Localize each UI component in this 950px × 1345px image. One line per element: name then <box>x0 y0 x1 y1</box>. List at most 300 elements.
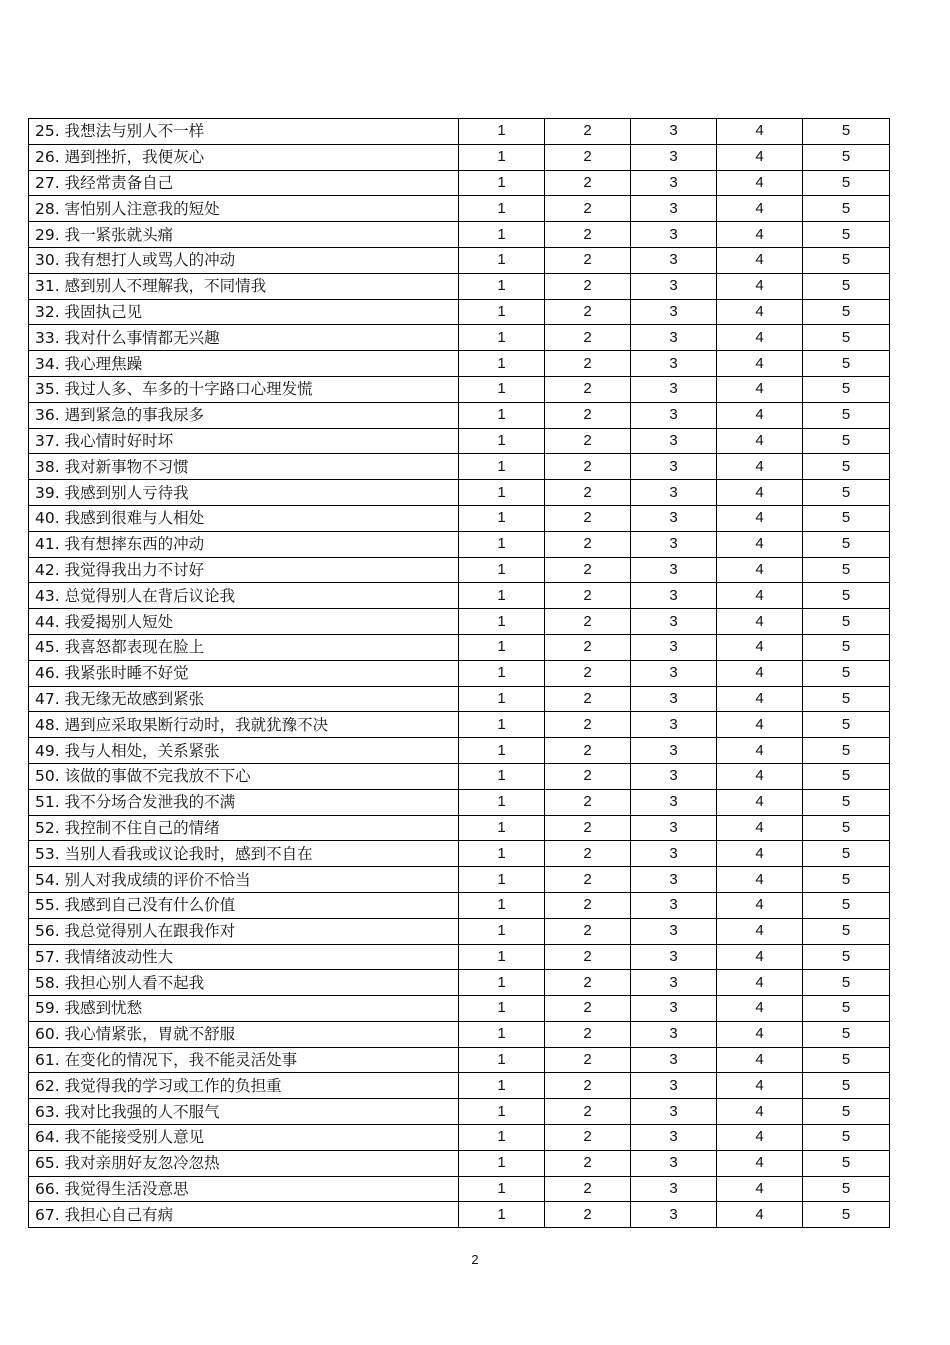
question-text: 55. 我感到自己没有什么价值 <box>29 892 459 918</box>
rating-option-5[interactable]: 5 <box>803 763 890 789</box>
rating-option-4[interactable]: 4 <box>717 1202 803 1228</box>
rating-option-3[interactable]: 3 <box>631 970 717 996</box>
question-text: 35. 我过人多、车多的十字路口心理发慌 <box>29 376 459 402</box>
rating-option-3[interactable]: 3 <box>631 918 717 944</box>
rating-option-5[interactable]: 5 <box>803 299 890 325</box>
rating-option-4[interactable]: 4 <box>717 505 803 531</box>
rating-option-2[interactable]: 2 <box>545 1021 631 1047</box>
question-row <box>29 634 890 660</box>
question-row <box>29 402 890 428</box>
question-row <box>29 170 890 196</box>
rating-option-3[interactable]: 3 <box>631 454 717 480</box>
rating-option-5[interactable]: 5 <box>803 944 890 970</box>
rating-option-4[interactable]: 4 <box>717 119 803 145</box>
rating-option-1[interactable]: 1 <box>459 351 545 377</box>
rating-option-4[interactable]: 4 <box>717 351 803 377</box>
rating-option-1[interactable]: 1 <box>459 1021 545 1047</box>
rating-option-4[interactable]: 4 <box>717 1047 803 1073</box>
rating-option-2[interactable]: 2 <box>545 996 631 1022</box>
rating-option-2[interactable]: 2 <box>545 428 631 454</box>
rating-option-3[interactable]: 3 <box>631 815 717 841</box>
rating-option-5[interactable]: 5 <box>803 1176 890 1202</box>
rating-option-2[interactable]: 2 <box>545 789 631 815</box>
rating-option-1[interactable]: 1 <box>459 196 545 222</box>
rating-option-4[interactable]: 4 <box>717 763 803 789</box>
rating-option-1[interactable]: 1 <box>459 144 545 170</box>
rating-option-2[interactable]: 2 <box>545 609 631 635</box>
question-row <box>29 660 890 686</box>
rating-option-1[interactable]: 1 <box>459 634 545 660</box>
rating-option-3[interactable]: 3 <box>631 660 717 686</box>
rating-option-5[interactable]: 5 <box>803 325 890 351</box>
rating-option-4[interactable]: 4 <box>717 376 803 402</box>
question-row <box>29 119 890 145</box>
question-row <box>29 944 890 970</box>
rating-option-4[interactable]: 4 <box>717 1021 803 1047</box>
rating-option-5[interactable]: 5 <box>803 1021 890 1047</box>
rating-option-3[interactable]: 3 <box>631 170 717 196</box>
rating-option-3[interactable]: 3 <box>631 376 717 402</box>
rating-option-5[interactable]: 5 <box>803 892 890 918</box>
question-row <box>29 1047 890 1073</box>
rating-option-1[interactable]: 1 <box>459 557 545 583</box>
rating-option-4[interactable]: 4 <box>717 970 803 996</box>
rating-option-1[interactable]: 1 <box>459 763 545 789</box>
question-row <box>29 454 890 480</box>
rating-option-2[interactable]: 2 <box>545 273 631 299</box>
question-text: 65. 我对亲朋好友忽冷忽热 <box>29 1150 459 1176</box>
rating-option-2[interactable]: 2 <box>545 763 631 789</box>
question-text: 42. 我觉得我出力不讨好 <box>29 557 459 583</box>
rating-option-2[interactable]: 2 <box>545 1125 631 1151</box>
question-row <box>29 273 890 299</box>
question-text: 53. 当别人看我或议论我时，感到不自在 <box>29 841 459 867</box>
rating-option-5[interactable]: 5 <box>803 144 890 170</box>
rating-option-1[interactable]: 1 <box>459 119 545 145</box>
question-text: 49. 我与人相处，关系紧张 <box>29 738 459 764</box>
rating-option-4[interactable]: 4 <box>717 789 803 815</box>
question-text: 32. 我固执己见 <box>29 299 459 325</box>
rating-option-3[interactable]: 3 <box>631 996 717 1022</box>
rating-option-3[interactable]: 3 <box>631 428 717 454</box>
rating-option-4[interactable]: 4 <box>717 634 803 660</box>
question-row <box>29 712 890 738</box>
rating-option-5[interactable]: 5 <box>803 1202 890 1228</box>
question-row <box>29 196 890 222</box>
rating-option-1[interactable]: 1 <box>459 815 545 841</box>
rating-option-3[interactable]: 3 <box>631 1047 717 1073</box>
rating-option-5[interactable]: 5 <box>803 273 890 299</box>
rating-option-1[interactable]: 1 <box>459 867 545 893</box>
question-row <box>29 222 890 248</box>
rating-option-2[interactable]: 2 <box>545 738 631 764</box>
question-text: 67. 我担心自己有病 <box>29 1202 459 1228</box>
question-row <box>29 918 890 944</box>
question-row <box>29 841 890 867</box>
rating-option-4[interactable]: 4 <box>717 299 803 325</box>
question-row <box>29 299 890 325</box>
question-row <box>29 1150 890 1176</box>
question-row <box>29 531 890 557</box>
rating-option-4[interactable]: 4 <box>717 480 803 506</box>
rating-option-3[interactable]: 3 <box>631 1099 717 1125</box>
question-text: 30. 我有想打人或骂人的冲动 <box>29 247 459 273</box>
question-text: 37. 我心情时好时坏 <box>29 428 459 454</box>
rating-option-3[interactable]: 3 <box>631 1073 717 1099</box>
question-text: 28. 害怕别人注意我的短处 <box>29 196 459 222</box>
rating-option-3[interactable]: 3 <box>631 222 717 248</box>
rating-option-5[interactable]: 5 <box>803 170 890 196</box>
rating-option-4[interactable]: 4 <box>717 841 803 867</box>
rating-option-5[interactable]: 5 <box>803 583 890 609</box>
rating-option-3[interactable]: 3 <box>631 531 717 557</box>
rating-option-4[interactable]: 4 <box>717 273 803 299</box>
rating-option-3[interactable]: 3 <box>631 325 717 351</box>
rating-option-5[interactable]: 5 <box>803 428 890 454</box>
rating-option-2[interactable]: 2 <box>545 1073 631 1099</box>
question-text: 45. 我喜怒都表现在脸上 <box>29 634 459 660</box>
question-text: 46. 我紧张时睡不好觉 <box>29 660 459 686</box>
rating-option-3[interactable]: 3 <box>631 119 717 145</box>
rating-option-3[interactable]: 3 <box>631 557 717 583</box>
rating-option-3[interactable]: 3 <box>631 634 717 660</box>
rating-option-1[interactable]: 1 <box>459 531 545 557</box>
page-number: 2 <box>471 1252 479 1267</box>
rating-option-4[interactable]: 4 <box>717 1073 803 1099</box>
rating-option-2[interactable]: 2 <box>545 402 631 428</box>
rating-option-3[interactable]: 3 <box>631 867 717 893</box>
rating-option-1[interactable]: 1 <box>459 170 545 196</box>
rating-option-1[interactable]: 1 <box>459 583 545 609</box>
question-text: 47. 我无缘无故感到紧张 <box>29 686 459 712</box>
rating-option-3[interactable]: 3 <box>631 686 717 712</box>
rating-option-2[interactable]: 2 <box>545 170 631 196</box>
rating-option-2[interactable]: 2 <box>545 841 631 867</box>
question-row <box>29 351 890 377</box>
rating-option-1[interactable]: 1 <box>459 454 545 480</box>
rating-option-2[interactable]: 2 <box>545 892 631 918</box>
rating-option-3[interactable]: 3 <box>631 738 717 764</box>
question-row <box>29 867 890 893</box>
rating-option-2[interactable]: 2 <box>545 480 631 506</box>
rating-option-1[interactable]: 1 <box>459 970 545 996</box>
rating-option-2[interactable]: 2 <box>545 634 631 660</box>
rating-option-5[interactable]: 5 <box>803 918 890 944</box>
rating-option-4[interactable]: 4 <box>717 1150 803 1176</box>
rating-option-1[interactable]: 1 <box>459 505 545 531</box>
question-text: 64. 我不能接受别人意见 <box>29 1125 459 1151</box>
rating-option-5[interactable]: 5 <box>803 712 890 738</box>
rating-option-1[interactable]: 1 <box>459 892 545 918</box>
rating-option-1[interactable]: 1 <box>459 609 545 635</box>
rating-option-3[interactable]: 3 <box>631 1150 717 1176</box>
rating-option-5[interactable]: 5 <box>803 1125 890 1151</box>
rating-option-3[interactable]: 3 <box>631 1021 717 1047</box>
rating-option-1[interactable]: 1 <box>459 660 545 686</box>
rating-option-1[interactable]: 1 <box>459 1047 545 1073</box>
rating-option-4[interactable]: 4 <box>717 867 803 893</box>
question-text: 41. 我有想摔东西的冲动 <box>29 531 459 557</box>
question-text: 38. 我对新事物不习惯 <box>29 454 459 480</box>
rating-option-4[interactable]: 4 <box>717 583 803 609</box>
question-row <box>29 789 890 815</box>
question-row <box>29 1021 890 1047</box>
rating-option-2[interactable]: 2 <box>545 505 631 531</box>
rating-option-1[interactable]: 1 <box>459 299 545 325</box>
question-row <box>29 609 890 635</box>
rating-option-2[interactable]: 2 <box>545 970 631 996</box>
question-text: 31. 感到别人不理解我，不同情我 <box>29 273 459 299</box>
question-text: 59. 我感到忧愁 <box>29 996 459 1022</box>
rating-option-2[interactable]: 2 <box>545 351 631 377</box>
rating-option-5[interactable]: 5 <box>803 789 890 815</box>
rating-option-5[interactable]: 5 <box>803 841 890 867</box>
rating-option-1[interactable]: 1 <box>459 273 545 299</box>
rating-option-3[interactable]: 3 <box>631 1202 717 1228</box>
question-text: 48. 遇到应采取果断行动时，我就犹豫不决 <box>29 712 459 738</box>
rating-option-3[interactable]: 3 <box>631 273 717 299</box>
question-row <box>29 1176 890 1202</box>
rating-option-1[interactable]: 1 <box>459 222 545 248</box>
rating-option-1[interactable]: 1 <box>459 1125 545 1151</box>
question-row <box>29 557 890 583</box>
rating-option-3[interactable]: 3 <box>631 247 717 273</box>
question-text: 52. 我控制不住自己的情绪 <box>29 815 459 841</box>
rating-option-5[interactable]: 5 <box>803 1150 890 1176</box>
rating-option-2[interactable]: 2 <box>545 196 631 222</box>
rating-option-5[interactable]: 5 <box>803 996 890 1022</box>
question-row <box>29 996 890 1022</box>
rating-option-5[interactable]: 5 <box>803 686 890 712</box>
rating-option-4[interactable]: 4 <box>717 712 803 738</box>
rating-option-1[interactable]: 1 <box>459 402 545 428</box>
rating-option-3[interactable]: 3 <box>631 1176 717 1202</box>
rating-option-1[interactable]: 1 <box>459 841 545 867</box>
rating-option-3[interactable]: 3 <box>631 583 717 609</box>
question-row <box>29 480 890 506</box>
rating-option-4[interactable]: 4 <box>717 660 803 686</box>
rating-option-4[interactable]: 4 <box>717 325 803 351</box>
rating-option-2[interactable]: 2 <box>545 660 631 686</box>
question-text: 50. 该做的事做不完我放不下心 <box>29 763 459 789</box>
rating-option-1[interactable]: 1 <box>459 996 545 1022</box>
question-text: 62. 我觉得我的学习或工作的负担重 <box>29 1073 459 1099</box>
rating-option-5[interactable]: 5 <box>803 402 890 428</box>
rating-option-2[interactable]: 2 <box>545 918 631 944</box>
question-row <box>29 505 890 531</box>
question-row <box>29 763 890 789</box>
rating-option-1[interactable]: 1 <box>459 1176 545 1202</box>
rating-option-4[interactable]: 4 <box>717 557 803 583</box>
rating-option-4[interactable]: 4 <box>717 402 803 428</box>
question-row <box>29 738 890 764</box>
rating-option-3[interactable]: 3 <box>631 892 717 918</box>
rating-option-3[interactable]: 3 <box>631 944 717 970</box>
rating-option-5[interactable]: 5 <box>803 222 890 248</box>
question-text: 51. 我不分场合发泄我的不满 <box>29 789 459 815</box>
rating-option-2[interactable]: 2 <box>545 144 631 170</box>
rating-option-4[interactable]: 4 <box>717 1125 803 1151</box>
rating-option-4[interactable]: 4 <box>717 1099 803 1125</box>
rating-option-4[interactable]: 4 <box>717 996 803 1022</box>
rating-option-1[interactable]: 1 <box>459 1073 545 1099</box>
rating-option-4[interactable]: 4 <box>717 686 803 712</box>
rating-option-2[interactable]: 2 <box>545 222 631 248</box>
rating-option-1[interactable]: 1 <box>459 376 545 402</box>
rating-option-5[interactable]: 5 <box>803 660 890 686</box>
question-text: 29. 我一紧张就头痛 <box>29 222 459 248</box>
rating-option-3[interactable]: 3 <box>631 480 717 506</box>
question-row <box>29 1099 890 1125</box>
question-text: 26. 遇到挫折，我便灰心 <box>29 144 459 170</box>
rating-option-3[interactable]: 3 <box>631 1125 717 1151</box>
rating-option-3[interactable]: 3 <box>631 351 717 377</box>
rating-option-5[interactable]: 5 <box>803 1073 890 1099</box>
rating-option-2[interactable]: 2 <box>545 815 631 841</box>
rating-option-1[interactable]: 1 <box>459 428 545 454</box>
rating-option-1[interactable]: 1 <box>459 686 545 712</box>
rating-option-2[interactable]: 2 <box>545 119 631 145</box>
question-text: 54. 别人对我成绩的评价不恰当 <box>29 867 459 893</box>
question-text: 27. 我经常责备自己 <box>29 170 459 196</box>
rating-option-4[interactable]: 4 <box>717 1176 803 1202</box>
rating-option-1[interactable]: 1 <box>459 712 545 738</box>
question-row <box>29 1202 890 1228</box>
rating-option-5[interactable]: 5 <box>803 1047 890 1073</box>
rating-option-2[interactable]: 2 <box>545 712 631 738</box>
rating-option-2[interactable]: 2 <box>545 376 631 402</box>
questionnaire-body <box>29 119 890 1228</box>
question-text: 63. 我对比我强的人不服气 <box>29 1099 459 1125</box>
rating-option-2[interactable]: 2 <box>545 1176 631 1202</box>
question-text: 60. 我心情紧张，胃就不舒服 <box>29 1021 459 1047</box>
rating-option-4[interactable]: 4 <box>717 815 803 841</box>
rating-option-4[interactable]: 4 <box>717 944 803 970</box>
question-row <box>29 428 890 454</box>
question-text: 39. 我感到别人亏待我 <box>29 480 459 506</box>
question-text: 66. 我觉得生活没意思 <box>29 1176 459 1202</box>
rating-option-2[interactable]: 2 <box>545 686 631 712</box>
question-text: 57. 我情绪波动性大 <box>29 944 459 970</box>
rating-option-4[interactable]: 4 <box>717 247 803 273</box>
rating-option-3[interactable]: 3 <box>631 144 717 170</box>
rating-option-5[interactable]: 5 <box>803 505 890 531</box>
rating-option-3[interactable]: 3 <box>631 196 717 222</box>
rating-option-2[interactable]: 2 <box>545 867 631 893</box>
rating-option-1[interactable]: 1 <box>459 480 545 506</box>
rating-option-5[interactable]: 5 <box>803 867 890 893</box>
question-row <box>29 1125 890 1151</box>
rating-option-1[interactable]: 1 <box>459 1150 545 1176</box>
rating-option-4[interactable]: 4 <box>717 531 803 557</box>
rating-option-4[interactable]: 4 <box>717 738 803 764</box>
rating-option-5[interactable]: 5 <box>803 634 890 660</box>
rating-option-4[interactable]: 4 <box>717 222 803 248</box>
rating-option-1[interactable]: 1 <box>459 1099 545 1125</box>
rating-option-5[interactable]: 5 <box>803 454 890 480</box>
rating-option-3[interactable]: 3 <box>631 841 717 867</box>
question-row <box>29 892 890 918</box>
rating-option-5[interactable]: 5 <box>803 480 890 506</box>
question-text: 34. 我心理焦躁 <box>29 351 459 377</box>
question-row <box>29 376 890 402</box>
question-text: 33. 我对什么事情都无兴趣 <box>29 325 459 351</box>
rating-option-2[interactable]: 2 <box>545 557 631 583</box>
rating-option-1[interactable]: 1 <box>459 738 545 764</box>
rating-option-2[interactable]: 2 <box>545 325 631 351</box>
rating-option-4[interactable]: 4 <box>717 918 803 944</box>
rating-option-4[interactable]: 4 <box>717 892 803 918</box>
rating-option-5[interactable]: 5 <box>803 970 890 996</box>
question-row <box>29 325 890 351</box>
question-row <box>29 970 890 996</box>
rating-option-4[interactable]: 4 <box>717 454 803 480</box>
rating-option-3[interactable]: 3 <box>631 299 717 325</box>
rating-option-2[interactable]: 2 <box>545 454 631 480</box>
rating-option-5[interactable]: 5 <box>803 557 890 583</box>
rating-option-2[interactable]: 2 <box>545 1202 631 1228</box>
rating-option-2[interactable]: 2 <box>545 1150 631 1176</box>
rating-option-5[interactable]: 5 <box>803 815 890 841</box>
rating-option-5[interactable]: 5 <box>803 609 890 635</box>
rating-option-2[interactable]: 2 <box>545 299 631 325</box>
rating-option-5[interactable]: 5 <box>803 738 890 764</box>
rating-option-4[interactable]: 4 <box>717 428 803 454</box>
rating-option-2[interactable]: 2 <box>545 944 631 970</box>
rating-option-1[interactable]: 1 <box>459 944 545 970</box>
rating-option-5[interactable]: 5 <box>803 351 890 377</box>
rating-option-3[interactable]: 3 <box>631 712 717 738</box>
rating-option-1[interactable]: 1 <box>459 918 545 944</box>
rating-option-5[interactable]: 5 <box>803 376 890 402</box>
rating-option-1[interactable]: 1 <box>459 247 545 273</box>
rating-option-3[interactable]: 3 <box>631 763 717 789</box>
question-row <box>29 815 890 841</box>
rating-option-1[interactable]: 1 <box>459 1202 545 1228</box>
question-row <box>29 583 890 609</box>
rating-option-5[interactable]: 5 <box>803 531 890 557</box>
rating-option-3[interactable]: 3 <box>631 789 717 815</box>
rating-option-2[interactable]: 2 <box>545 1047 631 1073</box>
question-row <box>29 1073 890 1099</box>
rating-option-5[interactable]: 5 <box>803 119 890 145</box>
question-text: 25. 我想法与别人不一样 <box>29 119 459 145</box>
rating-option-4[interactable]: 4 <box>717 170 803 196</box>
rating-option-2[interactable]: 2 <box>545 1099 631 1125</box>
rating-option-4[interactable]: 4 <box>717 196 803 222</box>
rating-option-2[interactable]: 2 <box>545 247 631 273</box>
rating-option-3[interactable]: 3 <box>631 402 717 428</box>
rating-option-2[interactable]: 2 <box>545 531 631 557</box>
rating-option-1[interactable]: 1 <box>459 325 545 351</box>
question-row <box>29 686 890 712</box>
rating-option-3[interactable]: 3 <box>631 609 717 635</box>
rating-option-3[interactable]: 3 <box>631 505 717 531</box>
question-text: 61. 在变化的情况下，我不能灵活处事 <box>29 1047 459 1073</box>
question-row <box>29 247 890 273</box>
question-text: 40. 我感到很难与人相处 <box>29 505 459 531</box>
rating-option-4[interactable]: 4 <box>717 144 803 170</box>
question-text: 58. 我担心别人看不起我 <box>29 970 459 996</box>
rating-option-2[interactable]: 2 <box>545 583 631 609</box>
rating-option-5[interactable]: 5 <box>803 196 890 222</box>
rating-option-4[interactable]: 4 <box>717 609 803 635</box>
questionnaire-table <box>28 118 890 1228</box>
rating-option-1[interactable]: 1 <box>459 789 545 815</box>
rating-option-5[interactable]: 5 <box>803 247 890 273</box>
rating-option-5[interactable]: 5 <box>803 1099 890 1125</box>
question-text: 56. 我总觉得别人在跟我作对 <box>29 918 459 944</box>
